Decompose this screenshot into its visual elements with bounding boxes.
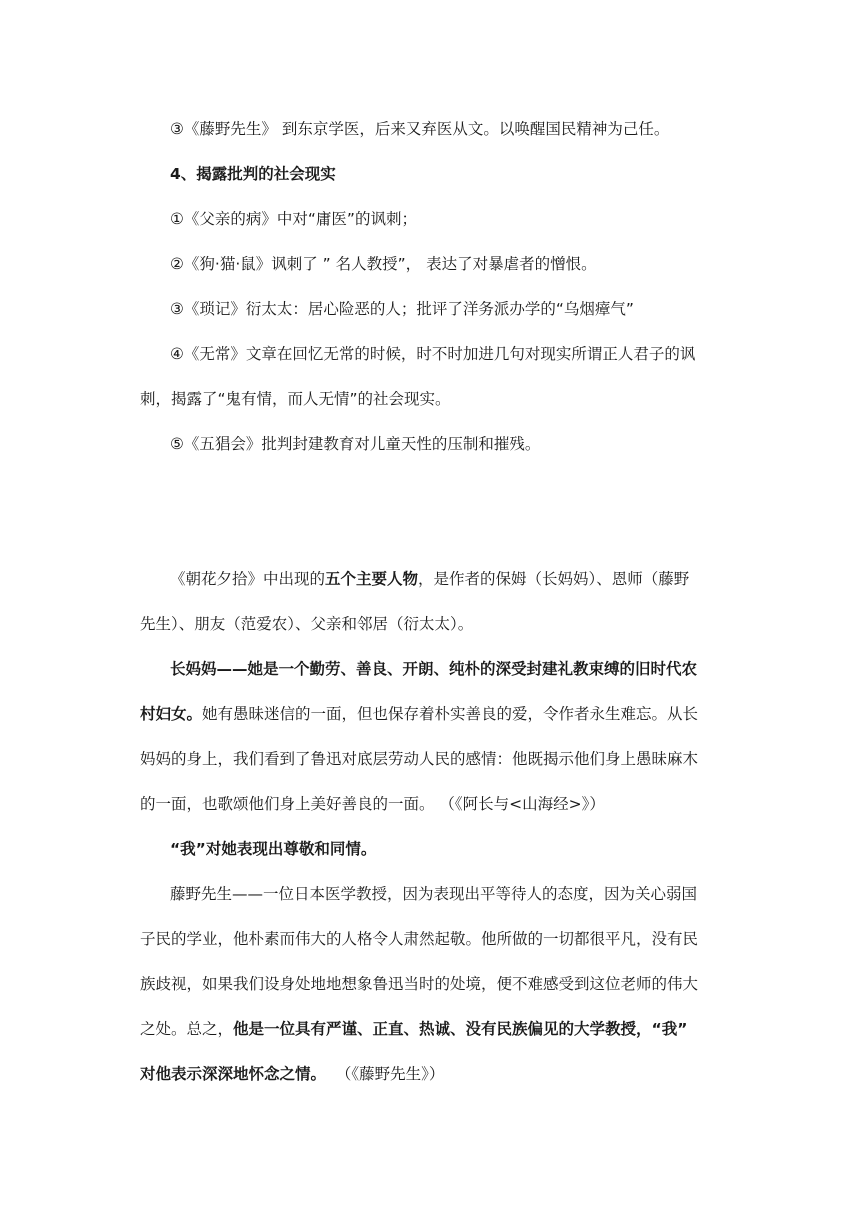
changmama-line1: 长妈妈——她是一个勤劳、善良、开朗、纯朴的深受封建礼教束缚的旧时代农 [170,660,698,678]
characters-intro-line1 [170,568,720,590]
characters-intro-line2: 先生）、朋友（范爱农）、父亲和邻居（衍太太）。 [140,615,474,633]
fujino-line5-rest: （《藤野先生》） [326,1065,445,1083]
intro-text-c: ，是作者的保姆（长妈妈）、恩师（藤野 [418,570,690,588]
list-item-fujino-study: ③《藤野先生》 到东京学医，后来又弃医从文。以唤醒国民精神为己任。 [170,120,670,138]
fujino-line5 [140,1063,720,1085]
fujino-line1: 藤野先生——一位日本医学教授，因为表现出平等待人的态度，因为关心弱国 [170,885,698,903]
changmama-line2-rest: 她有愚昧迷信的一面，但也保存着朴实善良的爱，令作者永生难忘。从长 [202,705,699,723]
list-item-wuchang-line2: 刺，揭露了“鬼有情，而人无情”的社会现实。 [140,390,451,408]
changmama-line4: 的一面，也歌颂他们身上美好善良的一面。 （《阿长与<山海经>》） [140,795,605,813]
changmama-line3: 妈妈的身上，我们看到了鲁迅对底层劳动人民的感情：他既揭示他们身上愚昧麻木 [140,750,699,768]
fujino-line5-bold: 对他表示深深地怀念之情。 [140,1065,327,1083]
fujino-line4 [140,1018,720,1040]
fujino-line2: 子民的学业，他朴素而伟大的人格令人肃然起敬。他所做的一切都很平凡，没有民 [140,930,699,948]
list-item-father-illness: ①《父亲的病》中对“庸医”的讽刺； [170,210,417,228]
list-item-wuchang-line1: ④《无常》文章在回忆无常的时候，时不时加进几句对现实所谓正人君子的讽 [170,345,696,363]
changmama-line2 [140,703,720,725]
changmama-bold-rural-woman: 村妇女。 [140,705,203,723]
fujino-line4-bold: 他是一位具有严谨、正直、热诚、没有民族偏见的大学教授，“我” [233,1020,688,1038]
intro-bold-five-characters: 五个主要人物 [325,570,419,588]
list-item-dog-cat-mouse: ②《狗·猫·鼠》讽刺了 ” 名人教授”， 表达了对暴虐者的憎恨。 [170,255,597,273]
section-heading-4: 4、揭露批判的社会现实 [170,165,336,183]
fujino-line3: 族歧视，如果我们设身处地地想象鲁迅当时的处境，便不难感受到这位老师的伟大 [140,975,699,993]
changmama-line5: “我”对她表现出尊敬和同情。 [170,840,377,858]
fujino-line4-text: 之处。总之， [140,1020,234,1038]
intro-text-a: 《朝花夕拾》中出现的 [170,570,326,588]
list-item-wuchanghui: ⑤《五猖会》批判封建教育对儿童天性的压制和摧残。 [170,435,541,453]
list-item-suoji: ③《琐记》衍太太：居心险恶的人；批评了洋务派办学的“乌烟瘴气” [170,300,634,318]
